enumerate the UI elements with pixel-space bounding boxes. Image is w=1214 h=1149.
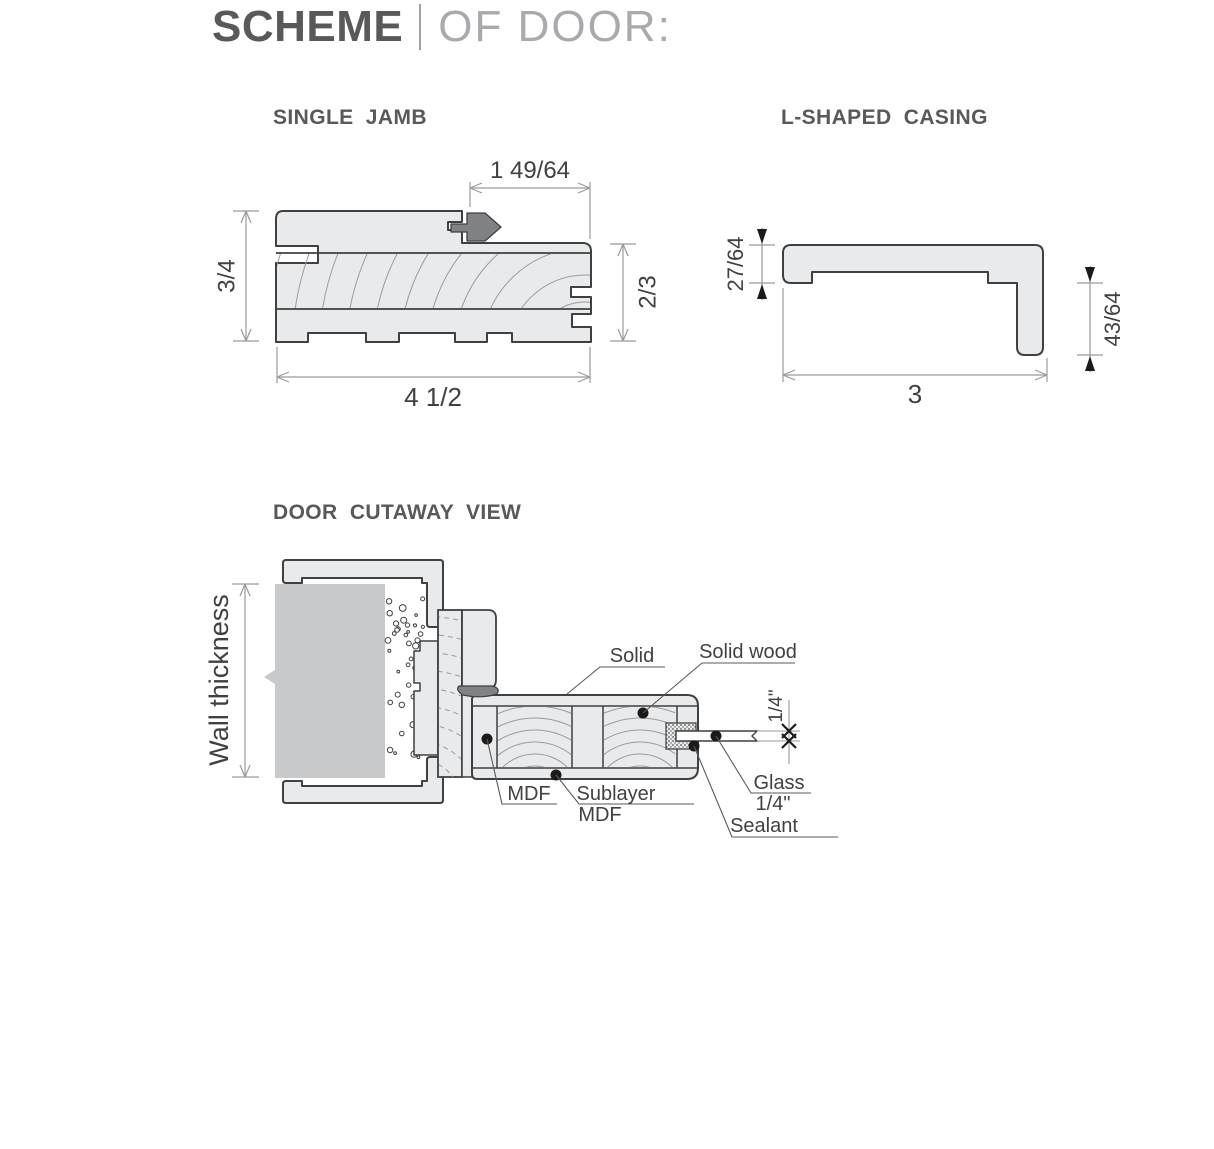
door-outline (472, 695, 698, 779)
page-title (212, 2, 672, 52)
dim-jamb-right (610, 244, 636, 341)
title-divider (419, 4, 421, 50)
label-mdf: MDF (507, 783, 551, 805)
jamb-back-rail (414, 641, 438, 755)
dim-casing-bottom (783, 288, 1047, 382)
single-jamb-heading: SINGLE JAMB (273, 106, 427, 129)
label-glass-size: 1/4" (755, 793, 791, 815)
label-solid: Solid (609, 645, 655, 667)
dim-casing-bottom-value: 3 (907, 379, 923, 409)
door-cutaway-diagram (190, 540, 870, 865)
l-shaped-casing-heading: L-SHAPED CASING (781, 106, 988, 129)
dim-jamb-bottom-value: 4 1/2 (404, 382, 462, 412)
label-glass: Glass (753, 772, 805, 794)
label-solid-wood: Solid wood (699, 641, 797, 663)
label-sealant: Sealant (730, 815, 798, 837)
dim-casing-right-value: 43/64 (1099, 291, 1125, 347)
page-title-primary: SCHEME (212, 2, 404, 51)
dim-wall-thickness (232, 584, 259, 777)
dim-glass-value: 1/4" (766, 689, 788, 723)
dim-jamb-left-value: 3/4 (213, 259, 241, 293)
dim-jamb-bottom (277, 347, 590, 383)
page-title-secondary: OF DOOR: (438, 2, 672, 51)
dim-wall-thickness-label: Wall thickness (204, 594, 235, 766)
label-sublayer: Sublayer (576, 783, 656, 805)
stop-seal (458, 686, 499, 697)
dim-jamb-top-value: 1 49/64 (489, 157, 571, 184)
jamb-profile (276, 211, 591, 342)
dim-jamb-right-value: 2/3 (634, 275, 662, 309)
label-sublayer-mdf: MDF (578, 804, 622, 826)
l-shaped-casing-diagram (700, 215, 1140, 420)
single-jamb-diagram (200, 140, 680, 430)
wall-section (264, 584, 385, 778)
dim-casing-left-value: 27/64 (722, 236, 748, 292)
door-cutaway-heading: DOOR CUTAWAY VIEW (273, 501, 522, 524)
dim-casing-left (749, 228, 775, 300)
casing-profile (783, 245, 1043, 355)
door-stop (462, 610, 496, 688)
